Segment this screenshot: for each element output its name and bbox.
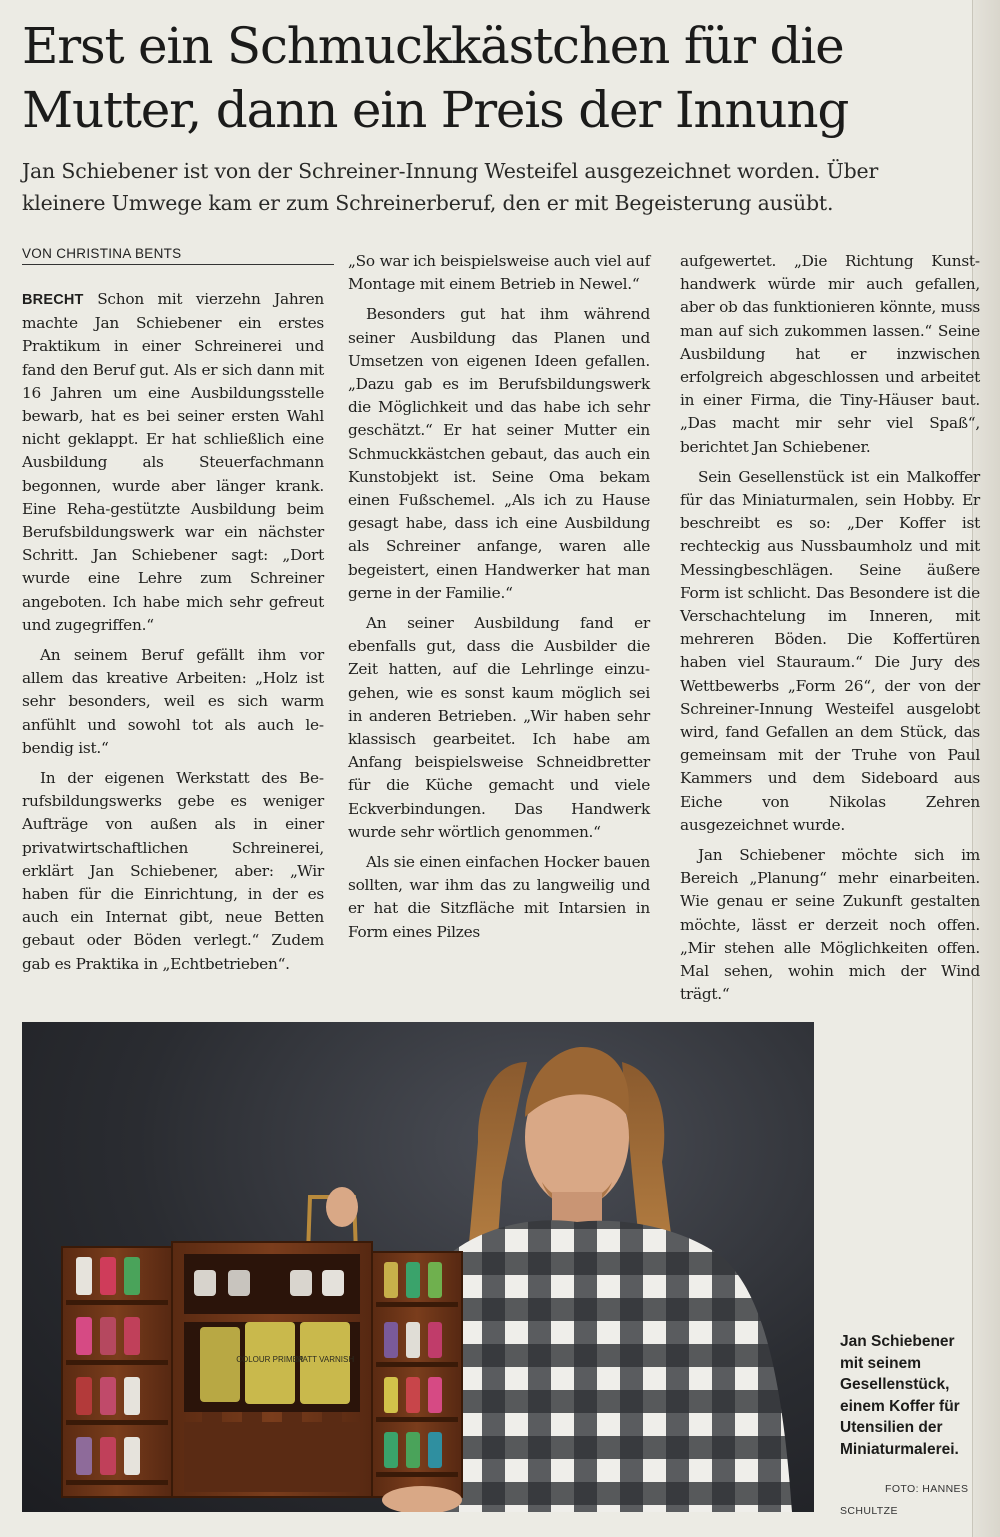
paragraph: Als sie einen einfachen Hocker bauen sollten, war ihm das zu langweilig und er hat die Sitzfläche mit Intarsien in Form eines Pilzes bbox=[348, 853, 650, 941]
paragraph bbox=[22, 288, 324, 637]
paragraph: Jan Schiebener möchte sich im Bereich „Planung“ mehr einarbeiten. Wie genau er seine Zukunft gestalten möchte, lässt er derzeit noch offen. „Mir stehen alle Möglichkeiten offen. Mal sehen, wohin mich der Wind trägt.“ bbox=[680, 846, 980, 1004]
paragraph: Besonders gut hat ihm während seiner Ausbildung das Planen und Umsetzen von eigenen Ideen gefallen. „Dazu gab es im Berufsbildungswerk die Möglichkeit und das habe ich sehr geschätzt.“ Er hat seiner Mutter ein Schmuckkästchen gebaut, das auch ein Kunstobjekt ist. Seine Oma bekam einen Fußschemel. „Als ich zu Hause gesagt habe, dass ich eine Ausbildung als Schreiner anfange, waren alle begeistert, einen Handwerker hat man gerne in der Familie.“ bbox=[348, 305, 650, 602]
photo-illustration bbox=[22, 1022, 814, 1512]
case-lower-panel bbox=[184, 1412, 360, 1492]
subhead-line-2: kleinere Umwege kam er zum Schreinerberuf, den er mit Begeisterung ausübt. bbox=[22, 191, 834, 215]
person bbox=[427, 1047, 792, 1512]
paragraph: „So war ich beispielsweise auch viel auf Montage mit einem Betrieb in Newel.“ bbox=[348, 252, 650, 294]
subhead-line-1: Jan Schiebener ist von der Schreiner-Innung Westeifel ausgezeichnet worden. Über bbox=[22, 159, 879, 183]
primer-label: COLOUR PRIMER bbox=[236, 1355, 304, 1364]
article-photo bbox=[22, 1022, 814, 1512]
paragraph: An seiner Ausbildung fand er ebenfalls gut, dass die Ausbilder die Zeit hatten, auf die Lehrlinge einzugehen, wie es sonst kaum möglich sei in anderen Betrieben. „Wir haben sehr klassisch gearbeitet. Ich habe am Anfang beispielsweise Schneidbretter für die Küche gemacht und viele Eckverbindungen. Das Handwerk wurde sehr wörtlich genommen.“ bbox=[348, 614, 650, 841]
byline: VON CHRISTINA BENTS bbox=[22, 246, 334, 265]
article-column-2 bbox=[348, 250, 650, 944]
dateline: BRECHT bbox=[22, 292, 84, 308]
subheadline bbox=[22, 155, 967, 219]
paragraph: In der eigenen Werkstatt des Berufsbildungswerks gebe es weniger Aufträge von außen als in einer privatwirtschaftlichen Schreinerei, erklärt Jan Schiebener, aber: „Wir haben für die Einrichtung, in der es auch ein Internat gibt, neue Betten gebaut oder Böden verlegt.“ Zudem gab es Praktika in „Echtbetrieben“. bbox=[22, 769, 324, 973]
plaid-shirt bbox=[427, 1220, 792, 1512]
varnish-label: MATT VARNISH bbox=[295, 1355, 355, 1364]
photo-credit bbox=[840, 1478, 990, 1522]
article-column-1 bbox=[22, 288, 324, 976]
article-column-3 bbox=[680, 250, 980, 1007]
headline-line-1: Erst ein Schmuckkästchen für die bbox=[22, 17, 844, 75]
paint-case bbox=[62, 1197, 462, 1497]
headline-line-2: Mutter, dann ein Preis der Innung bbox=[22, 81, 849, 139]
headline bbox=[22, 14, 962, 142]
paragraph-text: Schon mit vierzehn Jahren machte Jan Schiebener ein erstes Praktikum in einer Schreinerei und fand den Beruf gut. Als er sich dann mit 16 Jahren um eine Ausbildungsstelle bewarb, hat es bei seiner ersten Wahl nicht geklappt. Er hat schließlich eine Ausbildung als Steuerfachmann begonnen, wurde aber länger krank. Eine Reha-gestützte Ausbildung beim Berufsbildungswerk war ein nächster Schritt. Jan Schiebener sagt: „Dort wurde eine Lehre zum Schreiner angeboten. Ich habe mich sehr gefreut und zugegriffen.“ bbox=[22, 290, 324, 634]
photo-caption: Jan Schiebener mit seinem Gesellenstück, einem Koffer für Utensilien der Miniaturmalerei. bbox=[840, 1333, 960, 1458]
photo-credit-line-1: FOTO: HANNES bbox=[885, 1483, 969, 1495]
paragraph: Sein Gesellenstück ist ein Malkoffer für das Miniaturmalen, sein Hobby. Er beschreibt es so: „Der Koffer ist rechteckig aus Nussbaumholz und mit Messingbeschlägen. Seine äußere Form ist schlicht. Das Besondere ist die Verschachtelung im Inneren, mit mehreren Böden. Die Koffertüren haben viel Stauraum.“ Die Jury des Wettbewerbs „Form 26“, der von der Schreiner-Innung Westeifel ausgelobt wird, fand Gefallen an dem Stück, das gemeinsam mit der Truhe von Paul Kammers und dem Sideboard aus Eiche von Nikolas Zehren ausgezeichnet wurde. bbox=[680, 467, 980, 834]
paragraph: aufgewertet. „Die Richtung Kunsthandwerk würde mir auch gefallen, aber ob das funktionieren könnte, muss man auf sich zukommen lassen.“ Seine Ausbildung hat er inzwischen erfolgreich abgeschlossen und arbeitet in einer Firma, die Tiny-Häuser baut. „Das macht mir sehr viel Spaß“, berichtet Jan Schiebener. bbox=[680, 252, 980, 456]
paragraph: An seinem Beruf gefällt ihm vor allem das kreative Arbeiten: „Holz ist sehr besonders, weil es sich warm anfühlt und sowohl tot als auch lebendig ist.“ bbox=[22, 646, 324, 757]
hand-top bbox=[326, 1187, 358, 1227]
photo-credit-line-2: SCHULTZE bbox=[840, 1505, 898, 1517]
